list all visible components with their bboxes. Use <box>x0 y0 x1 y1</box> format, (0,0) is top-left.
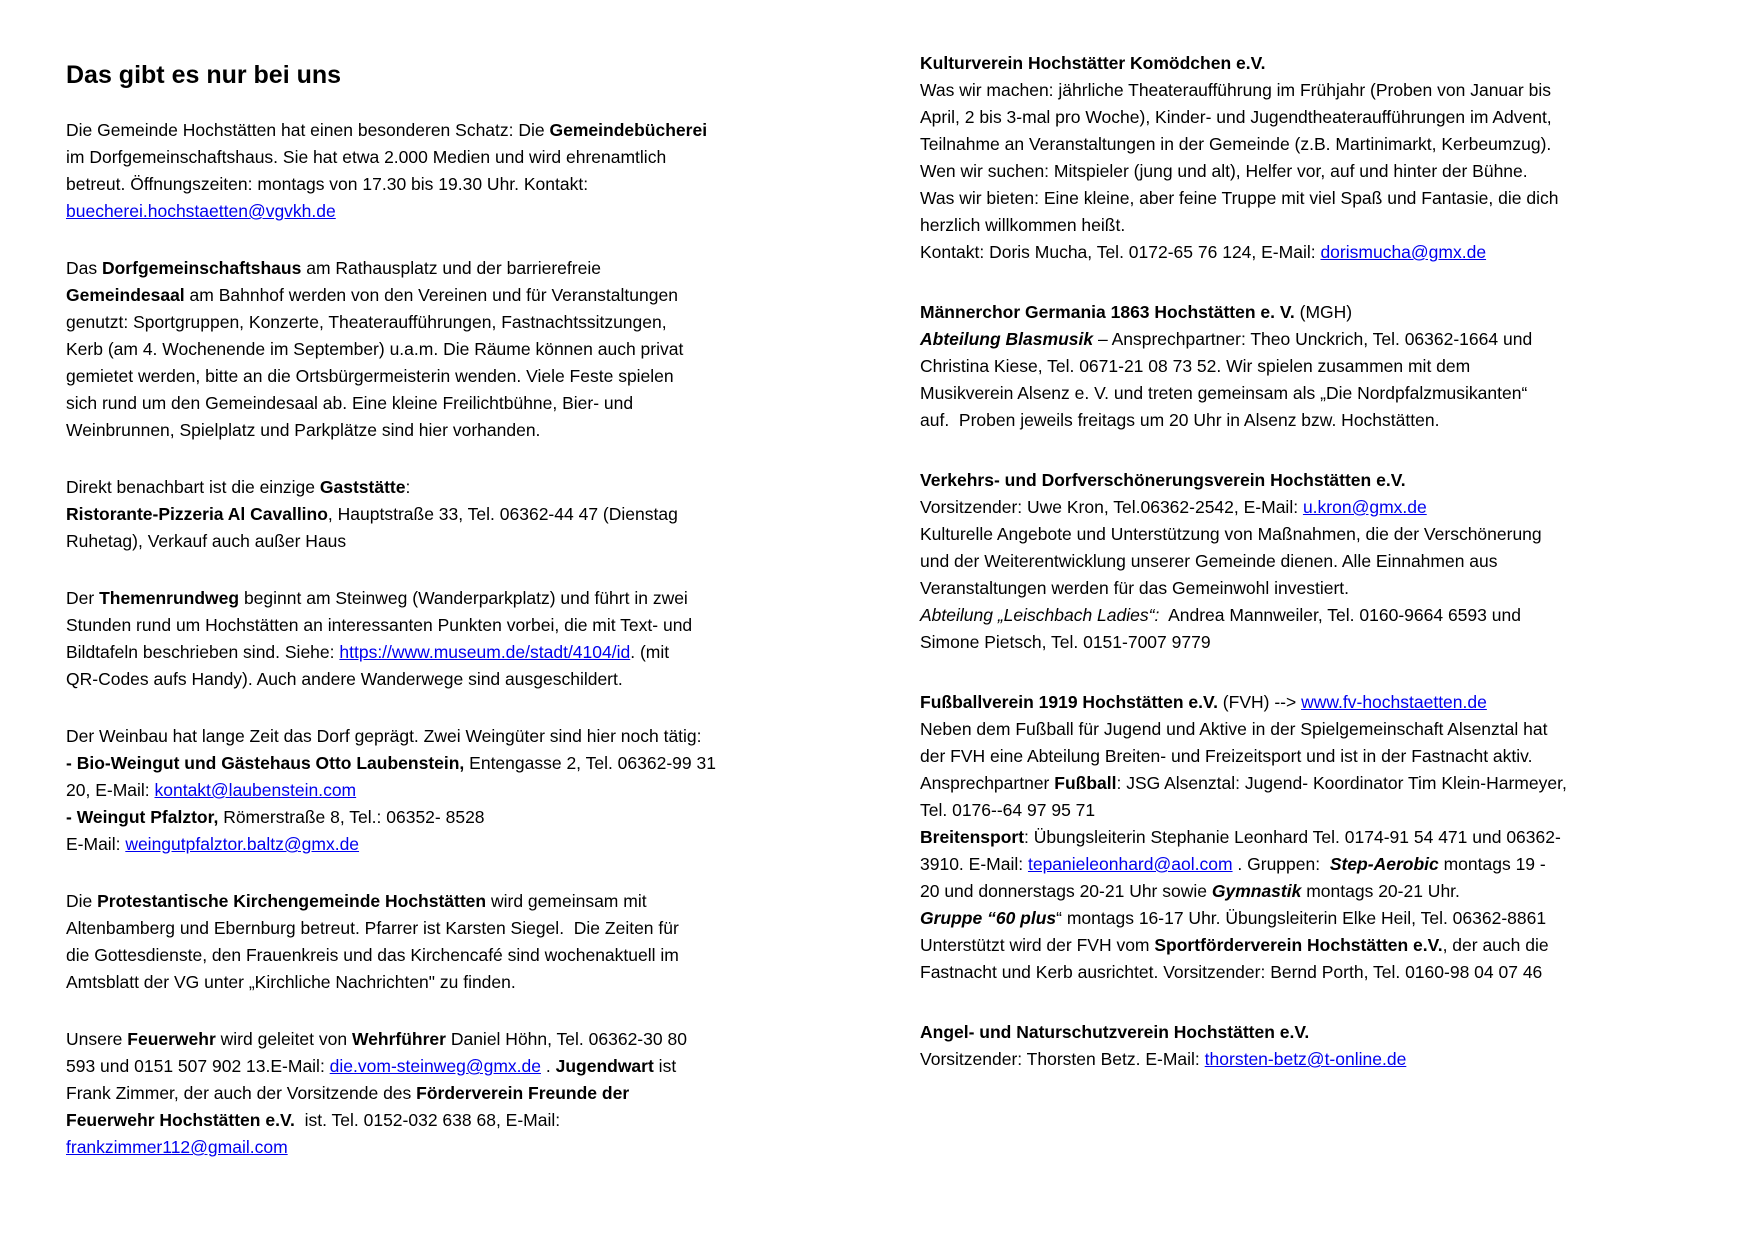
text-line <box>920 959 1720 986</box>
text-run: Römerstraße 8, Tel.: 06352- 8528 <box>218 807 485 827</box>
hyperlink[interactable]: buecherei.hochstaetten@vgvkh.de <box>66 201 336 221</box>
text-run: Kulturelle Angebote und Unterstützung von Maßnahmen, die der Verschönerung <box>920 524 1542 544</box>
text-line <box>66 1026 786 1053</box>
text-run: - Weingut Pfalztor, <box>66 807 219 827</box>
paragraph <box>66 474 786 555</box>
text-line <box>66 474 786 501</box>
text-run: ist <box>653 1056 677 1076</box>
text-run: Kulturverein Hochstätter Komödchen e.V. <box>920 53 1266 73</box>
page-title: Das gibt es nur bei uns <box>66 61 342 89</box>
text-run: am Bahnhof werden von den Vereinen und für Veranstaltungen <box>184 285 678 305</box>
text-run: Ansprechpartner <box>920 773 1055 793</box>
text-run: Frank Zimmer, der auch der Vorsitzende des <box>66 1083 417 1103</box>
text-run: Gruppe “60 plus <box>920 908 1057 928</box>
text-run: (FVH) --> <box>1217 692 1302 712</box>
text-run: Männerchor Germania 1863 Hochstätten e. V. <box>920 302 1295 322</box>
paragraph <box>66 255 786 444</box>
text-run: am Rathausplatz und der barrierefreie <box>301 258 601 278</box>
text-run: auf. Proben jeweils freitags um 20 Uhr in Alsenz bzw. Hochstätten. <box>920 410 1440 430</box>
left-column <box>66 60 786 1191</box>
text-line <box>66 969 786 996</box>
text-line <box>66 942 786 969</box>
text-run: Das <box>66 258 102 278</box>
text-run: Gaststätte <box>319 477 406 497</box>
text-line <box>920 905 1720 932</box>
text-run: : JSG Alsenztal: Jugend- Koordinator Tim Klein-Harmeyer, <box>1116 773 1567 793</box>
text-line <box>66 363 786 390</box>
text-run: . (mit <box>630 642 670 662</box>
text-run: betreut. Öffnungszeiten: montags von 17.30 bis 19.30 Uhr. Kontakt: <box>66 174 589 194</box>
left-column-blocks <box>66 117 786 1161</box>
text-line <box>920 326 1720 353</box>
text-run: Gemeindebücherei <box>549 120 708 140</box>
text-run: die Gottesdienste, den Frauenkreis und das Kirchencafé sind wochenaktuell im <box>66 945 679 965</box>
text-run: Bildtafeln beschrieben sind. Siehe: <box>66 642 340 662</box>
text-run: Verkehrs- und Dorfverschönerungsverein Hochstätten e.V. <box>920 470 1406 490</box>
text-line <box>920 1019 1720 1046</box>
paragraph <box>920 299 1720 434</box>
text-run: Weinbrunnen, Spielplatz und Parkplätze sind hier vorhanden. <box>66 420 541 440</box>
text-line <box>66 309 786 336</box>
text-line <box>920 575 1720 602</box>
text-run: Wehrführer <box>351 1029 446 1049</box>
text-line <box>920 380 1720 407</box>
text-line <box>66 666 786 693</box>
text-run: (MGH) <box>1294 302 1353 322</box>
text-line <box>66 750 786 777</box>
text-run: Vorsitzender: Uwe Kron, Tel.06362-2542, E-Mail: <box>920 497 1303 517</box>
text-line <box>920 851 1720 878</box>
text-line <box>66 639 786 666</box>
text-run: Amtsblatt der VG unter „Kirchliche Nachrichten" zu finden. <box>66 972 516 992</box>
text-run: – Ansprechpartner: Theo Unckrich, Tel. 06362-1664 und <box>1093 329 1533 349</box>
text-line <box>920 239 1720 266</box>
text-run: Christina Kiese, Tel. 0671-21 08 73 52. Wir spielen zusammen mit dem <box>920 356 1471 376</box>
text-run: montags 19 - <box>1438 854 1546 874</box>
text-line <box>66 777 786 804</box>
text-run: “ montags 16-17 Uhr. Übungsleiterin Elke Heil, Tel. 06362-8861 <box>1056 908 1547 928</box>
text-run: Themenrundweg <box>99 588 240 608</box>
text-run: Teilnahme an Veranstaltungen in der Gemeinde (z.B. Martinimarkt, Kerbeumzug). <box>920 134 1552 154</box>
text-run: Jugendwart <box>555 1056 654 1076</box>
text-line <box>920 629 1720 656</box>
text-run: Der Weinbau hat lange Zeit das Dorf geprägt. Zwei Weingüter sind hier noch tätig: <box>66 726 702 746</box>
text-line <box>920 131 1720 158</box>
text-run: Der <box>66 588 100 608</box>
text-run: Daniel Höhn, Tel. 06362-30 80 <box>445 1029 687 1049</box>
text-line <box>920 407 1720 434</box>
text-line <box>920 602 1720 629</box>
paragraph <box>66 1026 786 1161</box>
text-line <box>920 716 1720 743</box>
text-run: Gemeindesaal <box>66 285 185 305</box>
text-line <box>66 501 786 528</box>
text-run: 20, E-Mail: <box>66 780 155 800</box>
paragraph <box>920 50 1720 266</box>
text-line <box>920 521 1720 548</box>
text-run: . <box>541 1056 556 1076</box>
text-run: - Bio-Weingut und Gästehaus Otto Laubenstein, <box>66 753 465 773</box>
text-run: Ristorante-Pizzeria Al Cavallino <box>66 504 328 524</box>
text-run: Sportförderverein Hochstätten e.V. <box>1154 935 1443 955</box>
text-line <box>920 158 1720 185</box>
text-line <box>66 612 786 639</box>
text-run: montags 20-21 Uhr. <box>1301 881 1460 901</box>
text-run: Vorsitzender: Thorsten Betz. E-Mail: <box>920 1049 1205 1069</box>
text-run: gemietet werden, bitte an die Ortsbürgermeisterin wenden. Viele Feste spielen <box>66 366 674 386</box>
text-line <box>920 50 1720 77</box>
text-line <box>66 336 786 363</box>
paragraph <box>920 689 1720 986</box>
text-run: genutzt: Sportgruppen, Konzerte, Theateraufführungen, Fastnachtssitzungen, <box>66 312 667 332</box>
text-run: Wen wir suchen: Mitspieler (jung und alt), Helfer vor, auf und hinter der Bühne. <box>920 161 1528 181</box>
text-run: Abteilung Blasmusik <box>920 329 1094 349</box>
text-line <box>920 77 1720 104</box>
text-run: Andrea Mannweiler, Tel. 0160-9664 6593 und <box>1159 605 1521 625</box>
text-run: : Übungsleiterin Stephanie Leonhard Tel. 0174-91 54 471 und 06362- <box>1024 827 1561 847</box>
text-line <box>920 932 1720 959</box>
text-line <box>66 831 786 858</box>
text-line <box>66 1107 786 1134</box>
text-line <box>920 743 1720 770</box>
text-run: 593 und 0151 507 902 13.E-Mail: <box>66 1056 330 1076</box>
paragraph <box>66 585 786 693</box>
text-line <box>66 171 786 198</box>
text-line <box>920 689 1720 716</box>
text-run: Entengasse 2, Tel. 06362-99 31 <box>464 753 716 773</box>
text-line <box>66 255 786 282</box>
text-line <box>66 723 786 750</box>
text-line <box>66 804 786 831</box>
paragraph <box>66 117 786 225</box>
hyperlink[interactable]: https://www.museum.de/stadt/4104/id <box>339 642 631 662</box>
text-run: Was wir bieten: Eine kleine, aber feine Truppe mit viel Spaß und Fantasie, die dich <box>920 188 1559 208</box>
text-line <box>66 117 786 144</box>
text-line <box>66 417 786 444</box>
text-line <box>920 824 1720 851</box>
text-line <box>66 390 786 417</box>
text-run: Veranstaltungen werden für das Gemeinwohl investiert. <box>920 578 1349 598</box>
text-run: Musikverein Alsenz e. V. und treten gemeinsam als „Die Nordpfalzmusikanten“ <box>920 383 1528 403</box>
text-line <box>66 144 786 171</box>
text-line <box>920 353 1720 380</box>
text-run: Gymnastik <box>1211 881 1302 901</box>
text-run: QR-Codes aufs Handy). Auch andere Wanderwege sind ausgeschildert. <box>66 669 623 689</box>
right-column-blocks <box>920 50 1720 1073</box>
text-run: . Gruppen: <box>1232 854 1330 874</box>
text-run: Feuerwehr <box>127 1029 216 1049</box>
paragraph <box>66 888 786 996</box>
text-run: Simone Pietsch, Tel. 0151-7007 9779 <box>920 632 1211 652</box>
text-line <box>66 1053 786 1080</box>
text-run: Stunden rund um Hochstätten an interessanten Punkten vorbei, die mit Text- und <box>66 615 693 635</box>
text-line <box>66 585 786 612</box>
text-run: 3910. E-Mail: <box>920 854 1028 874</box>
paragraph <box>920 467 1720 656</box>
hyperlink[interactable]: u.kron@gmx.de <box>1302 497 1427 517</box>
text-run: herzlich willkommen heißt. <box>920 215 1126 235</box>
text-line <box>66 198 786 225</box>
text-run: Fußball <box>1054 773 1117 793</box>
hyperlink[interactable]: tepanieleonhard@aol.com <box>1027 854 1233 874</box>
hyperlink[interactable]: thorsten-betz@t-online.de <box>1204 1049 1407 1069</box>
text-run: wird geleitet von <box>215 1029 352 1049</box>
text-run: Tel. 0176--64 97 95 71 <box>920 800 1096 820</box>
text-run: : <box>405 477 411 497</box>
text-run: Direkt benachbart ist die einzige <box>66 477 320 497</box>
text-run: Step-Aerobic <box>1329 854 1439 874</box>
paragraph <box>66 723 786 858</box>
text-run: Förderverein Freunde der <box>416 1083 630 1103</box>
hyperlink[interactable]: dorismucha@gmx.de <box>1320 242 1487 262</box>
text-run: Ruhetag), Verkauf auch außer Haus <box>66 531 347 551</box>
text-run: Dorfgemeinschaftshaus <box>101 258 302 278</box>
text-run: der FVH eine Abteilung Breiten- und Freizeitsport und ist in der Fastnacht aktiv. <box>920 746 1533 766</box>
text-run: Angel- und Naturschutzverein Hochstätten e.V. <box>920 1022 1310 1042</box>
text-line <box>66 1080 786 1107</box>
text-run: und der Weiterentwicklung unserer Gemeinde dienen. Alle Einnahmen aus <box>920 551 1498 571</box>
text-line <box>66 282 786 309</box>
text-line <box>920 212 1720 239</box>
text-run: Kontakt: Doris Mucha, Tel. 0172-65 76 124, E-Mail: <box>920 242 1321 262</box>
text-line <box>66 1134 786 1161</box>
hyperlink[interactable]: die.vom-steinweg@gmx.de <box>329 1056 541 1076</box>
text-run: Fußballverein 1919 Hochstätten e.V. <box>920 692 1218 712</box>
text-line <box>66 915 786 942</box>
right-column <box>920 50 1720 1106</box>
hyperlink[interactable]: www.fv-hochstaetten.de <box>1301 692 1487 712</box>
text-line <box>920 548 1720 575</box>
text-run: E-Mail: <box>66 834 126 854</box>
text-line <box>920 770 1720 797</box>
text-run: Protestantische Kirchengemeinde Hochstätten <box>97 891 487 911</box>
text-run: Altenbamberg und Ebernburg betreut. Pfarrer ist Karsten Siegel. Die Zeiten für <box>66 918 679 938</box>
text-line <box>920 104 1720 131</box>
text-run: Neben dem Fußball für Jugend und Aktive in der Spielgemeinschaft Alsenztal hat <box>920 719 1548 739</box>
text-run: sich rund um den Gemeindesaal ab. Eine kleine Freilichtbühne, Bier- und <box>66 393 634 413</box>
text-run: ist. Tel. 0152-032 638 68, E-Mail: <box>294 1110 561 1130</box>
text-line <box>920 467 1720 494</box>
hyperlink[interactable]: frankzimmer112@gmail.com <box>66 1137 288 1157</box>
text-run: Unsere <box>66 1029 128 1049</box>
text-run: Fastnacht und Kerb ausrichtet. Vorsitzender: Bernd Porth, Tel. 0160-98 04 07 46 <box>920 962 1543 982</box>
hyperlink[interactable]: weingutpfalztor.baltz@gmx.de <box>125 834 360 854</box>
text-line <box>920 299 1720 326</box>
text-run: , der auch die <box>1442 935 1549 955</box>
text-line <box>66 888 786 915</box>
text-run: wird gemeinsam mit <box>486 891 647 911</box>
text-run: Abteilung „Leischbach Ladies“: <box>920 605 1160 625</box>
text-run: Feuerwehr Hochstätten e.V. <box>66 1110 295 1130</box>
text-line <box>920 1046 1720 1073</box>
text-run: Kerb (am 4. Wochenende im September) u.a.m. Die Räume können auch privat <box>66 339 684 359</box>
text-line <box>920 494 1720 521</box>
text-run: Breitensport <box>920 827 1025 847</box>
text-run: im Dorfgemeinschaftshaus. Sie hat etwa 2.000 Medien und wird ehrenamtlich <box>66 147 667 167</box>
text-line <box>920 878 1720 905</box>
hyperlink[interactable]: kontakt@laubenstein.com <box>154 780 357 800</box>
text-run: Was wir machen: jährliche Theateraufführung im Frühjahr (Proben von Januar bis <box>920 80 1551 100</box>
text-run: beginnt am Steinweg (Wanderparkplatz) und führt in zwei <box>239 588 688 608</box>
text-run: Die <box>66 891 98 911</box>
text-line <box>920 797 1720 824</box>
text-run: 20 und donnerstags 20-21 Uhr sowie <box>920 881 1212 901</box>
text-run: Unterstützt wird der FVH vom <box>920 935 1155 955</box>
text-run: , Hauptstraße 33, Tel. 06362-44 47 (Dienstag <box>327 504 678 524</box>
text-line <box>66 528 786 555</box>
text-run: Die Gemeinde Hochstätten hat einen besonderen Schatz: Die <box>66 120 550 140</box>
text-line <box>920 185 1720 212</box>
paragraph <box>920 1019 1720 1073</box>
text-run: April, 2 bis 3-mal pro Woche), Kinder- und Jugendtheateraufführungen im Advent, <box>920 107 1552 127</box>
